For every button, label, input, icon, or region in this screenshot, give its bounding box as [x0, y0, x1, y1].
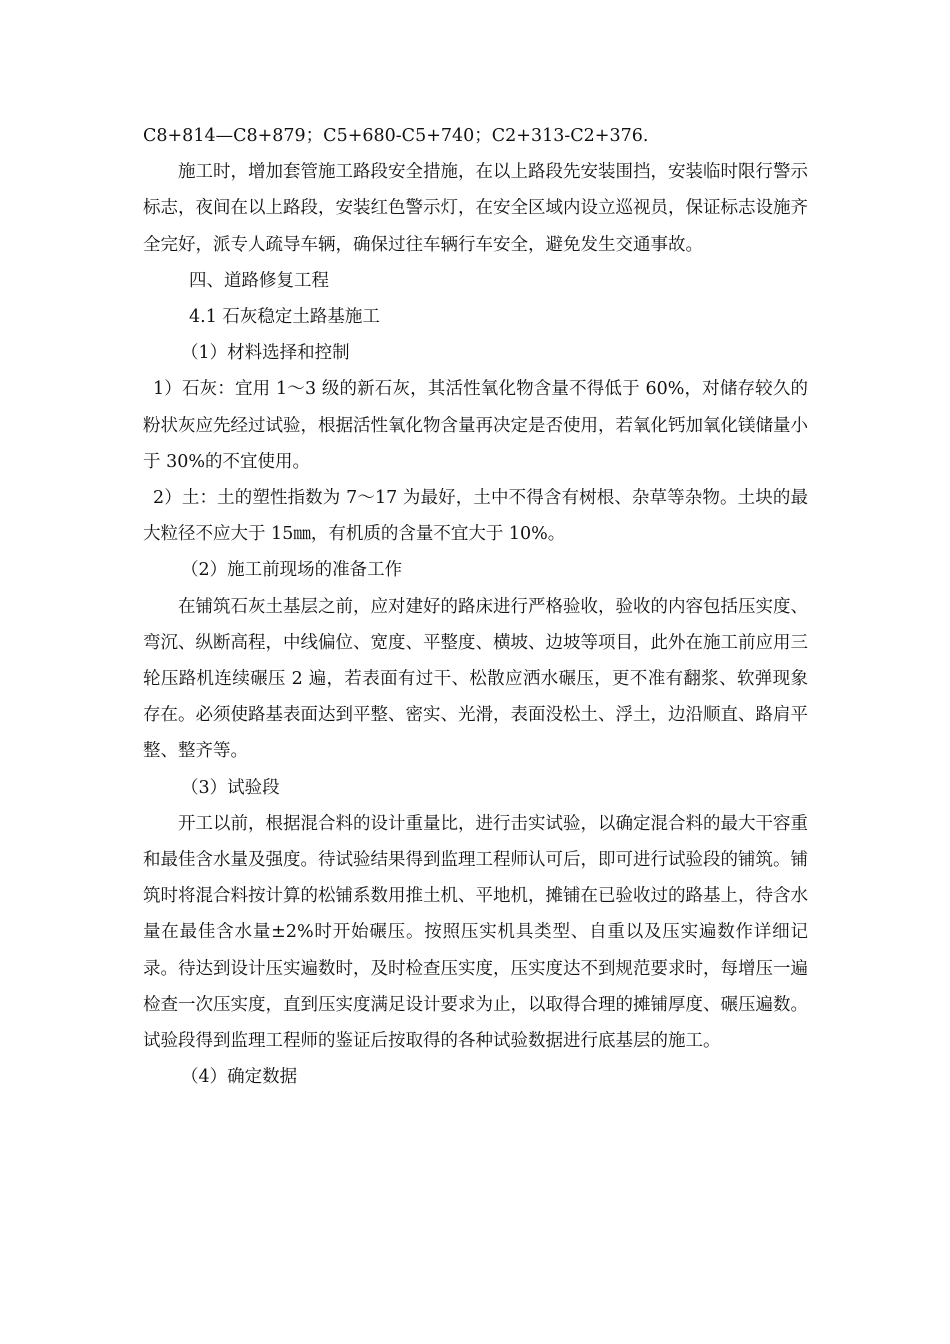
item-heading-test-section: （3）试验段 [181, 777, 280, 798]
paragraph-safety-measures: 施工时，增加套管施工路段安全措施，在以上路段先安装围挡，安装临时限行警示标志，夜间在以上路段，安装红色警示灯，在安全区域内设立巡视员，保证标志设施齐全完好，派专人疏导车辆，确保过往车辆行车安全，避免发生交通事故。 [143, 162, 808, 255]
paragraph-soil: 2）土：土的塑性指数为 7～17 为最好，土中不得含有树根、杂草等杂物。土块的最大粒径不应大于 15㎜，有机质的含量不宜大于 10%。 [143, 488, 808, 545]
paragraph-chainage-list: C8+814—C8+879；C5+680-C5+740；C2+313-C2+376. [143, 126, 649, 146]
item-heading-determine-data: （4）确定数据 [181, 1067, 298, 1088]
document-body [143, 118, 808, 1095]
paragraph-lime: 1）石灰：宜用 1～3 级的新石灰，其活性氧化物含量不得低于 60%，对储存较久的粉状灰应先经过试验，根据活性氧化物含量再决定是否使用，若氧化钙加氧化镁储量小于 30%的不宜使用。 [143, 379, 808, 472]
item-heading-materials: （1）材料选择和控制 [181, 343, 350, 364]
subsection-heading-4-1: 4.1 石灰稳定土路基施工 [189, 307, 380, 328]
paragraph-test-section: 开工以前，根据混合料的设计重量比，进行击实试验，以确定混合料的最大干容重和最佳含水量及强度。待试验结果得到监理工程师认可后，即可进行试验段的铺筑。铺筑时将混合料按计算的松铺系数用推土机、平地机，摊铺在已验收过的路基上，待含水量在最佳含水量±2%时开始碾压。按照压实机具类型、自重以及压实遍数作详细记录。待达到设计压实遍数时，及时检查压实度，压实度达不到规范要求时，每增压一遍检查一次压实度，直到压实度满足设计要求为止，以取得合理的摊铺厚度、碾压遍数。试验段得到监理工程师的鉴证后按取得的各种试验数据进行底基层的施工。 [143, 813, 808, 1052]
section-heading-road-repair: 四、道路修复工程 [189, 270, 329, 291]
item-heading-site-preparation: （2）施工前现场的准备工作 [181, 560, 403, 581]
paragraph-site-preparation: 在铺筑石灰土基层之前，应对建好的路床进行严格验收，验收的内容包括压实度、弯沉、纵断高程，中线偏位、宽度、平整度、横坡、边坡等项目，此外在施工前应用三轮压路机连续碾压 2 遍，若表面有过干、松散应洒水碾压，更不准有翻浆、软弹现象存在。必须使路基表面达到平整、密实、光滑，表面没松土、浮土，边沿顺直、路肩平整、整齐等。 [143, 596, 808, 762]
